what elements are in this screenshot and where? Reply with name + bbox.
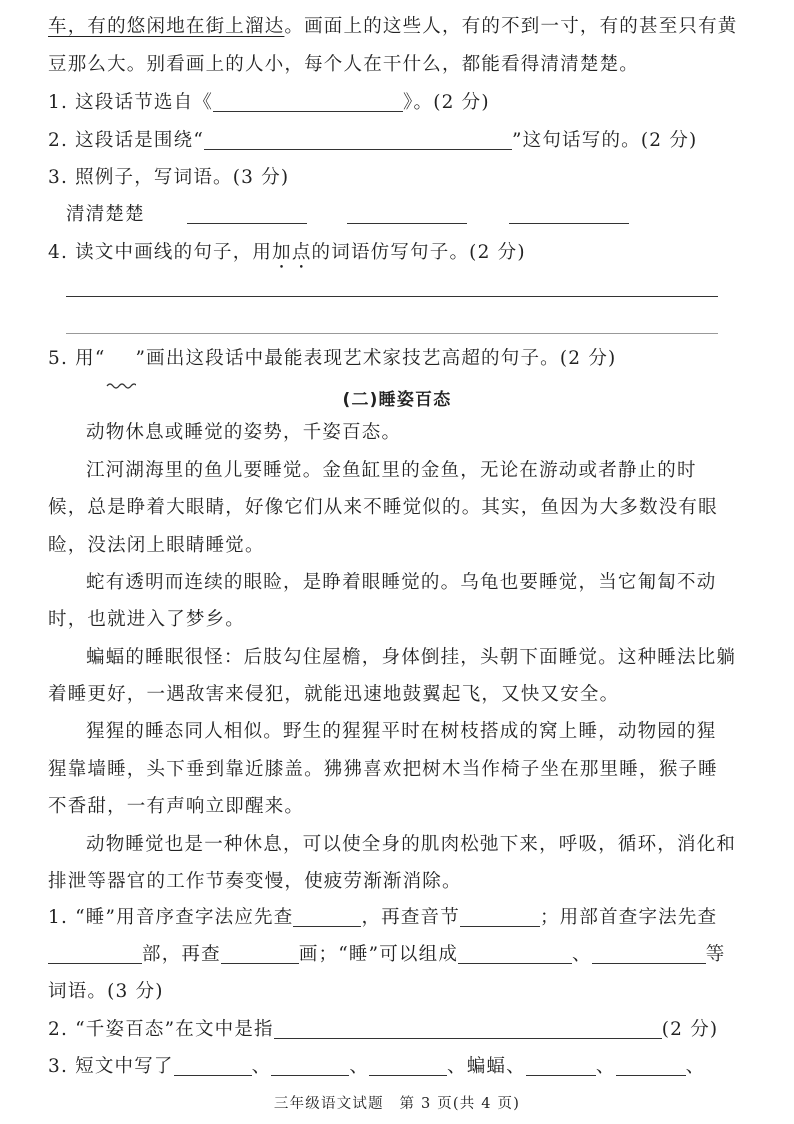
passage1-line1 bbox=[48, 14, 738, 40]
q2-1-text: 部，再查 bbox=[142, 944, 221, 965]
q2-1-text: 等 bbox=[705, 944, 726, 965]
answer-blank[interactable] bbox=[274, 1018, 662, 1039]
q2-1-text: 画；“睡”可以组成 bbox=[298, 944, 459, 965]
answer-blank[interactable] bbox=[460, 906, 540, 927]
answer-blank[interactable] bbox=[187, 203, 307, 224]
para-line: 蛇有透明而连续的眼睑，是睁着眼睡觉的。乌龟也要睡觉，当它匍匐不动 bbox=[86, 572, 717, 593]
q5-text: 5. 用“ bbox=[48, 348, 106, 369]
question-5 bbox=[48, 346, 616, 372]
para-line: 猩猩的睡态同人相似。野生的猩猩平时在树枝搭成的窝上睡，动物园的猩 bbox=[86, 721, 717, 742]
para-line: 蝙蝠的睡眠很怪：后肢勾住屋檐，身体倒挂，头朝下面睡觉。这种睡法比躺 bbox=[86, 647, 737, 668]
answer-blank[interactable] bbox=[509, 203, 629, 224]
question-2 bbox=[48, 128, 697, 154]
q3-example-row bbox=[66, 202, 629, 228]
answer-blank[interactable] bbox=[213, 91, 403, 112]
dotted-word: 加点 bbox=[272, 242, 312, 263]
para-line: 猩靠墙睡，头下垂到靠近膝盖。狒狒喜欢把树木当作椅子坐在那里睡，猴子睡 bbox=[48, 759, 718, 780]
answer-blank[interactable] bbox=[526, 1055, 596, 1076]
q2-3-text: 3. 短文中写了 bbox=[48, 1056, 174, 1077]
answer-blank[interactable] bbox=[221, 943, 299, 964]
sep: 、 bbox=[595, 1056, 616, 1077]
answer-line[interactable] bbox=[66, 296, 718, 297]
para-line: 不香甜，一有声响立即醒来。 bbox=[48, 796, 305, 817]
answer-blank[interactable] bbox=[369, 1055, 447, 1076]
q2-score: ”这句话写的。(2 分) bbox=[512, 130, 698, 151]
para-line: 排泄等器官的工作节奏变慢，使疲劳渐渐消除。 bbox=[48, 871, 462, 892]
example-word: 清清楚楚 bbox=[66, 204, 145, 225]
q1-text: 1. 这段话节选自《 bbox=[48, 92, 214, 113]
q2-1-text: ，再查音节 bbox=[361, 907, 460, 928]
question2-3 bbox=[48, 1054, 705, 1080]
question-4 bbox=[48, 240, 526, 273]
question2-1-line2 bbox=[48, 942, 725, 968]
q2-1-text: ；用部首查字法先查 bbox=[539, 907, 718, 928]
underlined-sentence: 车，有的悠闲地在街上溜达 bbox=[48, 16, 285, 37]
q4-text-end: 的词语仿写句子。(2 分) bbox=[311, 242, 526, 263]
question-3: 3. 照例子，写词语。(3 分) bbox=[48, 167, 290, 188]
q1-score: 》。(2 分) bbox=[403, 92, 490, 113]
question2-1-line3: 词语。(3 分) bbox=[48, 981, 164, 1002]
para-line: 动物休息或睡觉的姿势，千姿百态。 bbox=[86, 422, 402, 443]
question2-1-line1 bbox=[48, 905, 717, 931]
answer-blank[interactable] bbox=[616, 1055, 686, 1076]
q4-text: 4. 读文中画线的句子，用 bbox=[48, 242, 273, 263]
bat-word: 蝙蝠 bbox=[466, 1056, 507, 1077]
answer-blank[interactable] bbox=[592, 943, 706, 964]
answer-blank[interactable] bbox=[174, 1055, 252, 1076]
answer-blank[interactable] bbox=[293, 906, 361, 927]
sep: 、 bbox=[349, 1056, 370, 1077]
q2-1-sep: 、 bbox=[572, 944, 592, 965]
para-line: 江河湖海里的鱼儿要睡觉。金鱼缸里的金鱼，无论在游动或者静止的时 bbox=[86, 460, 697, 481]
answer-line[interactable] bbox=[66, 333, 718, 334]
q2-text: 2. 这段话是围绕“ bbox=[48, 130, 204, 151]
section-title: (二)睡姿百态 bbox=[342, 390, 452, 410]
answer-blank[interactable] bbox=[271, 1055, 349, 1076]
passage1-line1-rest: 。画面上的这些人，有的不到一寸，有的甚至只有黄 bbox=[284, 16, 738, 37]
para-line: 时，也就进入了梦乡。 bbox=[48, 609, 246, 630]
passage1-line2: 豆那么大。别看画上的人小，每个人在干什么，都能看得清清楚楚。 bbox=[48, 54, 640, 75]
para-line: 睑，没法闭上眼睛睡觉。 bbox=[48, 535, 265, 556]
answer-blank[interactable] bbox=[204, 129, 512, 150]
answer-blank[interactable] bbox=[48, 943, 142, 964]
q2-2-score: (2 分) bbox=[661, 1019, 719, 1040]
page-footer: 三年级语文试题 第 3 页(共 4 页) bbox=[273, 1096, 521, 1112]
q2-2-text: 2. “千姿百态”在文中是指 bbox=[48, 1019, 274, 1040]
para-line: 候，总是睁着大眼睛，好像它们从来不睡觉似的。其实，鱼因为大多数没有眼 bbox=[48, 497, 718, 518]
sep: 、 bbox=[251, 1056, 272, 1077]
answer-blank[interactable] bbox=[458, 943, 572, 964]
para-line: 动物睡觉也是一种休息，可以使全身的肌肉松弛下来，呼吸，循环，消化和 bbox=[86, 834, 737, 855]
sep: 、 bbox=[447, 1056, 467, 1077]
sep: 、 bbox=[685, 1056, 706, 1077]
question2-2 bbox=[48, 1017, 718, 1043]
sep: 、 bbox=[506, 1056, 526, 1077]
q2-1-text: 1. “睡”用音序查字法应先查 bbox=[48, 907, 294, 928]
para-line: 着睡更好，一遇敌害来侵犯，就能迅速地鼓翼起飞，又快又安全。 bbox=[48, 684, 620, 705]
question-1 bbox=[48, 90, 490, 116]
answer-blank[interactable] bbox=[347, 203, 467, 224]
q5-text-end: ”画出这段话中最能表现艺术家技艺高超的句子。(2 分) bbox=[135, 348, 617, 369]
